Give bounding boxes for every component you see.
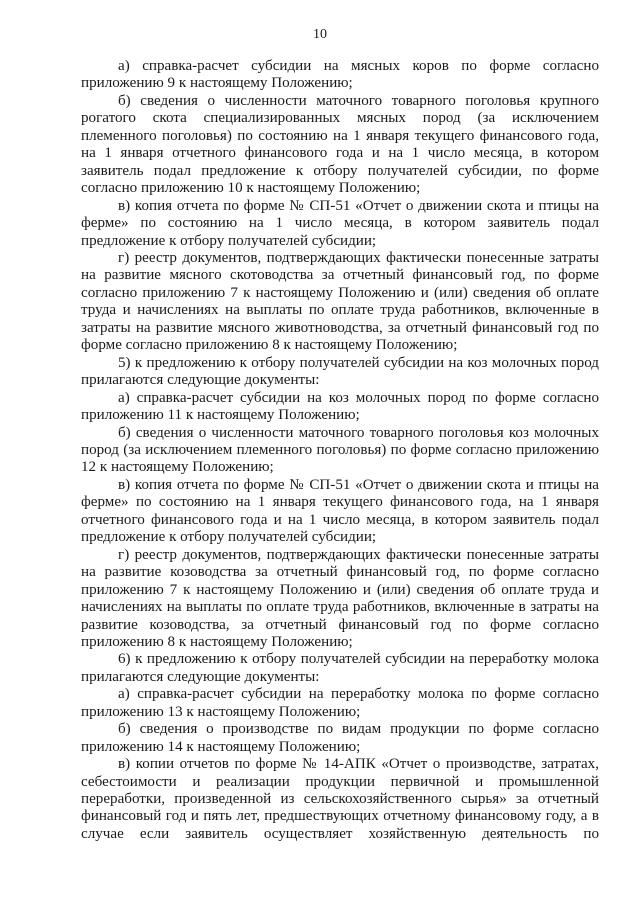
paragraph-1d-beef-costs-registry: г) реестр документов, подтверждающих фактически понесенные затраты на развитие мясного скотоводства за отчетный финансовый год, по форме согласно приложению 7 к настоящему Положению и (или) сведения об оплате труда и начислениях на выплаты по оплате труда работников, включенные в затраты на развитие мясного животноводства, за отчетный финансовый год по форме согласно приложению 8 к настоящему Положению; (81, 249, 599, 354)
paragraph-1b-cattle-livestock: б) сведения о численности маточного товарного поголовья крупного рогатого скота специализированных мясных пород (за исключением племенного поголовья) по состоянию на 1 января текущего финансового года, на 1 января отчетного финансового года и на 1 число месяца, в котором заявитель подал предложение к отбору получателей субсидии, по форме согласно приложению 10 к настоящему Положению; (81, 92, 599, 197)
paragraph-6b-production-info: б) сведения о производстве по видам продукции по форме согласно приложению 14 к настоящему Положению; (81, 721, 599, 755)
paragraph-1a-cows-calculation: а) справка-расчет субсидии на мясных коров по форме согласно приложению 9 к настоящему Положению; (81, 58, 599, 92)
page-number: 10 (313, 27, 327, 42)
paragraph-6a-milk-calculation: а) справка-расчет субсидии на переработку молока по форме согласно приложению 13 к настоящему Положению; (81, 686, 599, 720)
paragraph-5b-goats-livestock: б) сведения о численности маточного товарного поголовья коз молочных пород (за исключением племенного поголовья) по форме согласно приложению 12 к настоящему Положению; (81, 424, 599, 476)
paragraph-5d-goat-costs-registry: г) реестр документов, подтверждающих фактически понесенные затраты на развитие козоводства за отчетный финансовый год, по форме согласно приложению 7 к настоящему Положению и (или) сведения об оплате труда и начислениях на выплаты по оплате труда работников, включенные в затраты на развитие козоводства, за отчетный финансовый год по форме согласно приложению 8 к настоящему Положению; (81, 546, 599, 650)
paragraph-6-milk-intro: 6) к предложению к отбору получателей субсидии на переработку молока прилагаются следующие документы: (81, 651, 599, 685)
paragraph-6c-14apk-reports: в) копии отчетов по форме № 14-АПК «Отчет о производстве, затратах, себестоимости и реализации продукции первичной и промышленной переработки, произведенной из сельскохозяйственного сырья» за отчетный финансовый год и пять лет, предшествующих отчетному финансовому году, а в случае если заявитель осуществляет хозяйственную деятельность по (81, 756, 599, 842)
paragraph-5-goats-intro: 5) к предложению к отбору получателей субсидии на коз молочных пород прилагаются следующие документы: (81, 354, 599, 389)
document-body (81, 58, 599, 843)
paragraph-1c-sp51-report: в) копия отчета по форме № СП-51 «Отчет о движении скота и птицы на ферме» по состоянию на 1 число месяца, в котором заявитель подал предложение к отбору получателей субсидии; (81, 197, 599, 249)
paragraph-5c-sp51-report: в) копия отчета по форме № СП-51 «Отчет о движении скота и птицы на ферме» по состоянию на 1 января текущего финансового года, на 1 января отчетного финансового года и на 1 число месяца, в котором заявитель подал предложение к отбору получателей субсидии; (81, 476, 599, 546)
paragraph-5a-goats-calculation: а) справка-расчет субсидии на коз молочных пород по форме согласно приложению 11 к настоящему Положению; (81, 389, 599, 424)
